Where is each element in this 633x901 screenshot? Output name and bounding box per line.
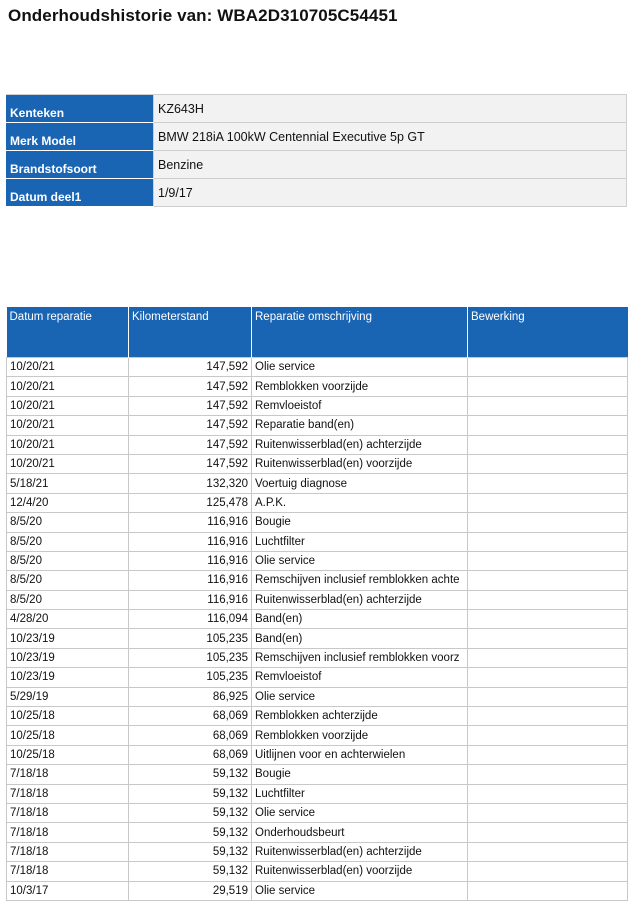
vehicle-info-label: Kenteken — [6, 95, 154, 123]
cell-description: Olie service — [252, 881, 468, 900]
cell-description: Luchtfilter — [252, 532, 468, 551]
cell-date: 10/25/18 — [7, 745, 129, 764]
cell-date: 7/18/18 — [7, 823, 129, 842]
cell-mileage: 147,592 — [129, 377, 252, 396]
cell-date: 10/20/21 — [7, 416, 129, 435]
cell-date: 7/18/18 — [7, 862, 129, 881]
cell-mileage: 125,478 — [129, 493, 252, 512]
vehicle-info-value: KZ643H — [154, 95, 627, 123]
cell-description: Ruitenwisserblad(en) voorzijde — [252, 454, 468, 473]
cell-mileage: 147,592 — [129, 435, 252, 454]
cell-description: Remschijven inclusief remblokken voorz — [252, 648, 468, 667]
vehicle-info-row — [6, 123, 627, 151]
cell-mileage: 147,592 — [129, 416, 252, 435]
table-row — [7, 396, 628, 415]
cell-description: Ruitenwisserblad(en) achterzijde — [252, 590, 468, 609]
cell-description: Olie service — [252, 687, 468, 706]
cell-date: 10/20/21 — [7, 377, 129, 396]
cell-description: Olie service — [252, 803, 468, 822]
cell-edit — [468, 493, 628, 512]
cell-mileage: 105,235 — [129, 629, 252, 648]
cell-mileage: 59,132 — [129, 784, 252, 803]
cell-edit — [468, 707, 628, 726]
vehicle-info-row — [6, 179, 627, 207]
table-row — [7, 726, 628, 745]
table-row — [7, 454, 628, 473]
cell-edit — [468, 648, 628, 667]
cell-mileage: 68,069 — [129, 726, 252, 745]
vehicle-info-value: 1/9/17 — [154, 179, 627, 207]
cell-date: 7/18/18 — [7, 784, 129, 803]
cell-mileage: 132,320 — [129, 474, 252, 493]
vehicle-info-value: BMW 218iA 100kW Centennial Executive 5p GT — [154, 123, 627, 151]
cell-description: Bougie — [252, 765, 468, 784]
cell-edit — [468, 358, 628, 377]
cell-edit — [468, 629, 628, 648]
table-row — [7, 842, 628, 861]
cell-date: 8/5/20 — [7, 551, 129, 570]
table-row — [7, 435, 628, 454]
table-row — [7, 803, 628, 822]
cell-mileage: 116,094 — [129, 610, 252, 629]
table-row — [7, 416, 628, 435]
cell-mileage: 59,132 — [129, 842, 252, 861]
table-row — [7, 823, 628, 842]
cell-mileage: 147,592 — [129, 358, 252, 377]
cell-edit — [468, 513, 628, 532]
cell-edit — [468, 610, 628, 629]
table-row — [7, 590, 628, 609]
cell-mileage: 68,069 — [129, 707, 252, 726]
cell-date: 7/18/18 — [7, 765, 129, 784]
vehicle-info-label: Datum deel1 — [6, 179, 154, 207]
cell-date: 10/20/21 — [7, 358, 129, 377]
cell-description: Ruitenwisserblad(en) achterzijde — [252, 842, 468, 861]
cell-description: Uitlijnen voor en achterwielen — [252, 745, 468, 764]
table-row — [7, 629, 628, 648]
cell-date: 8/5/20 — [7, 532, 129, 551]
column-header-date: Datum reparatie — [7, 307, 129, 358]
cell-description: Olie service — [252, 358, 468, 377]
cell-mileage: 105,235 — [129, 668, 252, 687]
cell-mileage: 59,132 — [129, 803, 252, 822]
cell-mileage: 116,916 — [129, 590, 252, 609]
table-row — [7, 610, 628, 629]
cell-description: Remblokken voorzijde — [252, 726, 468, 745]
cell-edit — [468, 687, 628, 706]
cell-description: Band(en) — [252, 629, 468, 648]
maintenance-history-table — [6, 307, 628, 901]
cell-edit — [468, 571, 628, 590]
cell-description: Reparatie band(en) — [252, 416, 468, 435]
cell-mileage: 105,235 — [129, 648, 252, 667]
cell-mileage: 29,519 — [129, 881, 252, 900]
cell-description: Voertuig diagnose — [252, 474, 468, 493]
cell-edit — [468, 474, 628, 493]
cell-description: Remschijven inclusief remblokken achte — [252, 571, 468, 590]
cell-description: Onderhoudsbeurt — [252, 823, 468, 842]
cell-edit — [468, 765, 628, 784]
cell-date: 8/5/20 — [7, 571, 129, 590]
table-row — [7, 668, 628, 687]
table-row — [7, 745, 628, 764]
table-row — [7, 493, 628, 512]
cell-mileage: 59,132 — [129, 862, 252, 881]
page-title: Onderhoudshistorie van: WBA2D310705C54451 — [8, 6, 398, 25]
table-row — [7, 377, 628, 396]
column-header-edit: Bewerking — [468, 307, 628, 358]
table-row — [7, 707, 628, 726]
cell-edit — [468, 803, 628, 822]
cell-mileage: 59,132 — [129, 765, 252, 784]
table-row — [7, 881, 628, 900]
vehicle-info-row — [6, 151, 627, 179]
cell-edit — [468, 416, 628, 435]
cell-edit — [468, 551, 628, 570]
cell-description: Luchtfilter — [252, 784, 468, 803]
cell-date: 10/20/21 — [7, 454, 129, 473]
cell-date: 12/4/20 — [7, 493, 129, 512]
cell-mileage: 147,592 — [129, 396, 252, 415]
vehicle-info-row — [6, 95, 627, 123]
cell-description: Remblokken voorzijde — [252, 377, 468, 396]
table-row — [7, 532, 628, 551]
table-row — [7, 862, 628, 881]
cell-edit — [468, 823, 628, 842]
vehicle-info-table — [6, 94, 627, 207]
cell-edit — [468, 726, 628, 745]
cell-mileage: 116,916 — [129, 551, 252, 570]
vehicle-info-label: Merk Model — [6, 123, 154, 151]
cell-edit — [468, 590, 628, 609]
cell-mileage: 86,925 — [129, 687, 252, 706]
cell-date: 10/23/19 — [7, 629, 129, 648]
cell-description: Ruitenwisserblad(en) achterzijde — [252, 435, 468, 454]
cell-date: 10/20/21 — [7, 396, 129, 415]
cell-edit — [468, 881, 628, 900]
cell-date: 8/5/20 — [7, 513, 129, 532]
cell-date: 10/25/18 — [7, 707, 129, 726]
cell-date: 10/23/19 — [7, 648, 129, 667]
cell-mileage: 116,916 — [129, 513, 252, 532]
cell-date: 8/5/20 — [7, 590, 129, 609]
cell-description: Olie service — [252, 551, 468, 570]
table-row — [7, 551, 628, 570]
cell-edit — [468, 532, 628, 551]
table-row — [7, 513, 628, 532]
cell-edit — [468, 842, 628, 861]
cell-date: 10/23/19 — [7, 668, 129, 687]
cell-edit — [468, 396, 628, 415]
cell-description: Remvloeistof — [252, 668, 468, 687]
table-row — [7, 571, 628, 590]
column-header-description: Reparatie omschrijving — [252, 307, 468, 358]
table-row — [7, 765, 628, 784]
cell-description: Remvloeistof — [252, 396, 468, 415]
table-row — [7, 687, 628, 706]
cell-edit — [468, 435, 628, 454]
cell-date: 5/29/19 — [7, 687, 129, 706]
cell-edit — [468, 668, 628, 687]
cell-description: Remblokken achterzijde — [252, 707, 468, 726]
cell-date: 4/28/20 — [7, 610, 129, 629]
cell-date: 7/18/18 — [7, 842, 129, 861]
cell-mileage: 68,069 — [129, 745, 252, 764]
cell-mileage: 116,916 — [129, 532, 252, 551]
cell-date: 10/3/17 — [7, 881, 129, 900]
cell-description: Band(en) — [252, 610, 468, 629]
table-row — [7, 784, 628, 803]
table-row — [7, 474, 628, 493]
cell-edit — [468, 862, 628, 881]
cell-mileage: 59,132 — [129, 823, 252, 842]
vehicle-info-value: Benzine — [154, 151, 627, 179]
cell-mileage: 147,592 — [129, 454, 252, 473]
table-row — [7, 358, 628, 377]
cell-edit — [468, 377, 628, 396]
cell-description: Ruitenwisserblad(en) voorzijde — [252, 862, 468, 881]
cell-edit — [468, 784, 628, 803]
cell-date: 10/20/21 — [7, 435, 129, 454]
history-header-row — [7, 307, 628, 358]
cell-date: 10/25/18 — [7, 726, 129, 745]
cell-date: 5/18/21 — [7, 474, 129, 493]
table-row — [7, 648, 628, 667]
cell-mileage: 116,916 — [129, 571, 252, 590]
cell-description: Bougie — [252, 513, 468, 532]
cell-edit — [468, 745, 628, 764]
cell-date: 7/18/18 — [7, 803, 129, 822]
column-header-mileage: Kilometerstand — [129, 307, 252, 358]
vehicle-info-label: Brandstofsoort — [6, 151, 154, 179]
cell-edit — [468, 454, 628, 473]
cell-description: A.P.K. — [252, 493, 468, 512]
